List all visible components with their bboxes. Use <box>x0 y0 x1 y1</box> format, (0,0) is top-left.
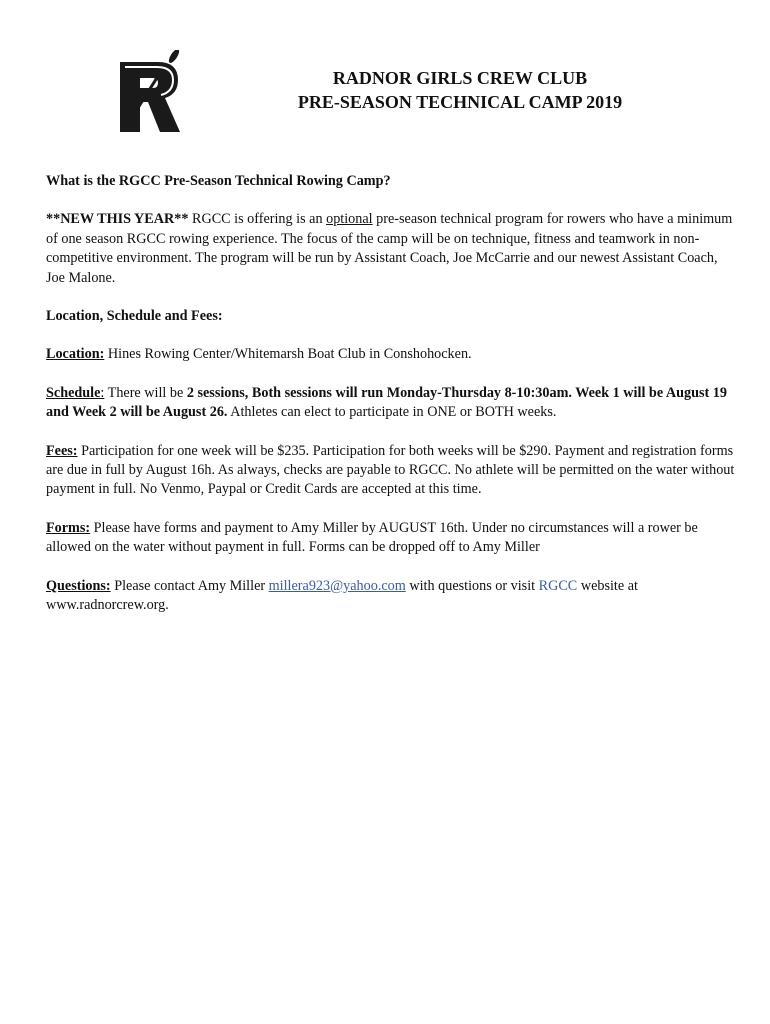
document-title <box>250 66 670 114</box>
location-paragraph <box>46 345 736 364</box>
sections-heading: Location, Schedule and Fees: <box>46 308 223 325</box>
fees-label: Fees: <box>46 442 78 459</box>
fees-text: Participation for one week will be $235. Participation for both weeks will be $290. Payment and registration forms are due in full by August 16h. As always, checks are payable to RGCC. No athlete will be permitted on the water without payment in full. No Venmo, Paypal or Credit Cards are accepted at this time. <box>46 442 735 498</box>
forms-label: Forms: <box>46 519 91 536</box>
questions-paragraph <box>46 577 736 616</box>
schedule-label: Schedule <box>46 384 101 401</box>
rgcc-link[interactable]: RGCC <box>538 577 578 594</box>
radnor-r-oar-logo <box>116 50 182 134</box>
email-link[interactable]: millera923@yahoo.com <box>268 577 406 594</box>
location-label: Location: <box>46 346 105 363</box>
questions-text-b: with questions or visit <box>405 577 539 594</box>
questions-text-a: Please contact Amy Miller <box>110 577 269 594</box>
schedule-colon: : <box>100 384 105 401</box>
questions-label: Questions: <box>46 577 111 594</box>
schedule-text-a: There will be <box>104 384 187 401</box>
intro-text-b: pre-season technical program for rowers who have a minimum of one season RGCC rowing experience. The focus of the camp will be on technique, fitness and teamwork in non-competitive environment. The program will be run by Assistant Coach, Joe McCarrie and our newest Assistant Coach, Joe Malone. <box>46 211 733 286</box>
intro-paragraph <box>46 210 736 288</box>
forms-text: Please have forms and payment to Amy Miller by AUGUST 16th. Under no circumstances will a rower be allowed on the water without payment in full. Forms can be dropped off to Amy Miller <box>46 519 698 556</box>
questions-text-c: website at www.radnorcrew.org. <box>46 577 638 614</box>
fees-paragraph <box>46 442 736 500</box>
document-body <box>46 172 736 635</box>
forms-paragraph <box>46 519 736 558</box>
intro-question: What is the RGCC Pre-Season Technical Rowing Camp? <box>46 173 391 189</box>
location-text: Hines Rowing Center/Whitemarsh Boat Club in Conshohocken. <box>104 346 472 363</box>
intro-text-a: RGCC is offering is an <box>188 211 327 228</box>
optional-word: optional <box>326 211 373 228</box>
schedule-text-b: Athletes can elect to participate in ONE or BOTH weeks. <box>227 404 557 421</box>
schedule-bold-text: 2 sessions, Both sessions will run Monday-Thursday 8-10:30am. Week 1 will be August 19 and Week 2 will be August 26. <box>46 384 727 421</box>
schedule-paragraph <box>46 384 736 423</box>
new-this-year-label: **NEW THIS YEAR** <box>46 211 189 228</box>
title-line-1: RADNOR GIRLS CREW CLUB <box>332 68 588 88</box>
title-line-2: PRE-SEASON TECHNICAL CAMP 2019 <box>297 92 623 112</box>
